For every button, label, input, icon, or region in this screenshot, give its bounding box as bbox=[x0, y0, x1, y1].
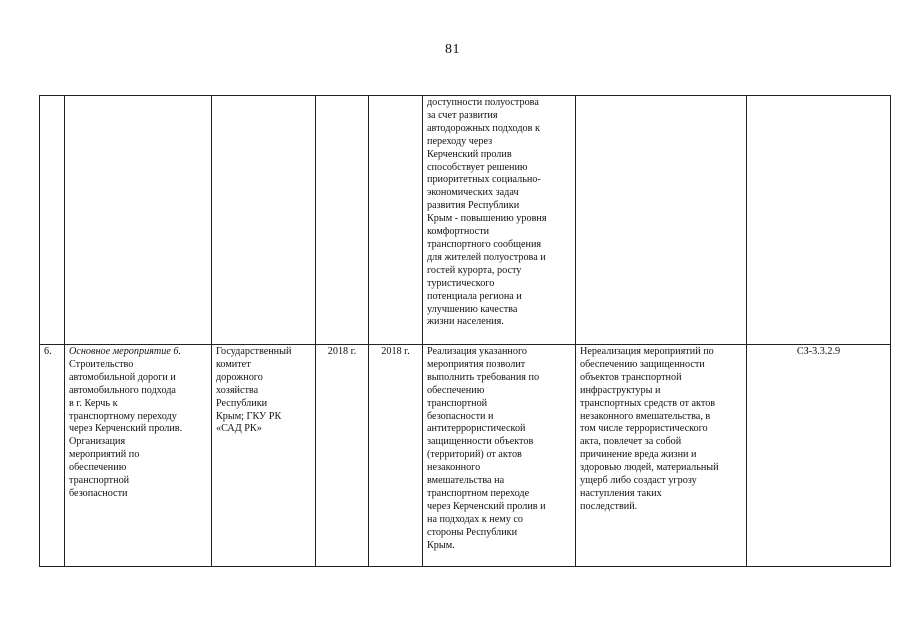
consequences-cell bbox=[576, 96, 747, 345]
start-year-cell bbox=[316, 96, 369, 345]
indicator-code-cell: СЗ-3.3.2.9 bbox=[747, 345, 891, 567]
row-number-cell: 6. bbox=[40, 345, 65, 567]
start-year-cell: 2018 г. bbox=[316, 345, 369, 567]
row-number-cell bbox=[40, 96, 65, 345]
expected-result-cell: доступности полуострова за счет развития автодорожных подходов к переходу через Керченский пролив способствует решению приоритетных социально- экономических задач развития Республики Крым - повышению уровня комфортности транспортного сообщения для жителей полуострова и гостей курорта, росту туристического потенциала региона и улучшению качества жизни населения. bbox=[423, 96, 576, 345]
table-row bbox=[40, 96, 891, 345]
measure-cell bbox=[65, 345, 212, 567]
measure-title: Основное мероприятие 6. bbox=[69, 346, 182, 357]
table-row bbox=[40, 345, 891, 567]
consequences-cell: Нереализация мероприятий по обеспечению защищенности объектов транспортной инфраструктуры и транспортных средств от актов незаконного вмешательства, в том числе террористического акта, повлечет за собой причинение вреда жизни и здоровью людей, материальный ущерб либо создаст угрозу наступления таких последствий. bbox=[576, 345, 747, 567]
executor-cell bbox=[212, 96, 316, 345]
end-year-cell: 2018 г. bbox=[369, 345, 423, 567]
indicator-code-cell bbox=[747, 96, 891, 345]
measures-table bbox=[39, 95, 891, 567]
measure-cell bbox=[65, 96, 212, 345]
executor-cell: Государственный комитет дорожного хозяйства Республики Крым; ГКУ РК «САД РК» bbox=[212, 345, 316, 567]
expected-result-cell: Реализация указанного мероприятия позволит выполнить требования по обеспечению транспортной безопасности и антитеррористической защищенности объектов (территорий) от актов незаконного вмешательства на транспортном переходе через Керченский пролив и на подходах к нему со стороны Республики Крым. bbox=[423, 345, 576, 567]
page-number: 81 bbox=[445, 42, 460, 57]
end-year-cell bbox=[369, 96, 423, 345]
measure-description: Строительство автомобильной дороги и автомобильного подхода в г. Керчь к транспортному переходу через Керченский пролив. Организация мероприятий по обеспечению транспортной безопасности bbox=[69, 358, 183, 499]
